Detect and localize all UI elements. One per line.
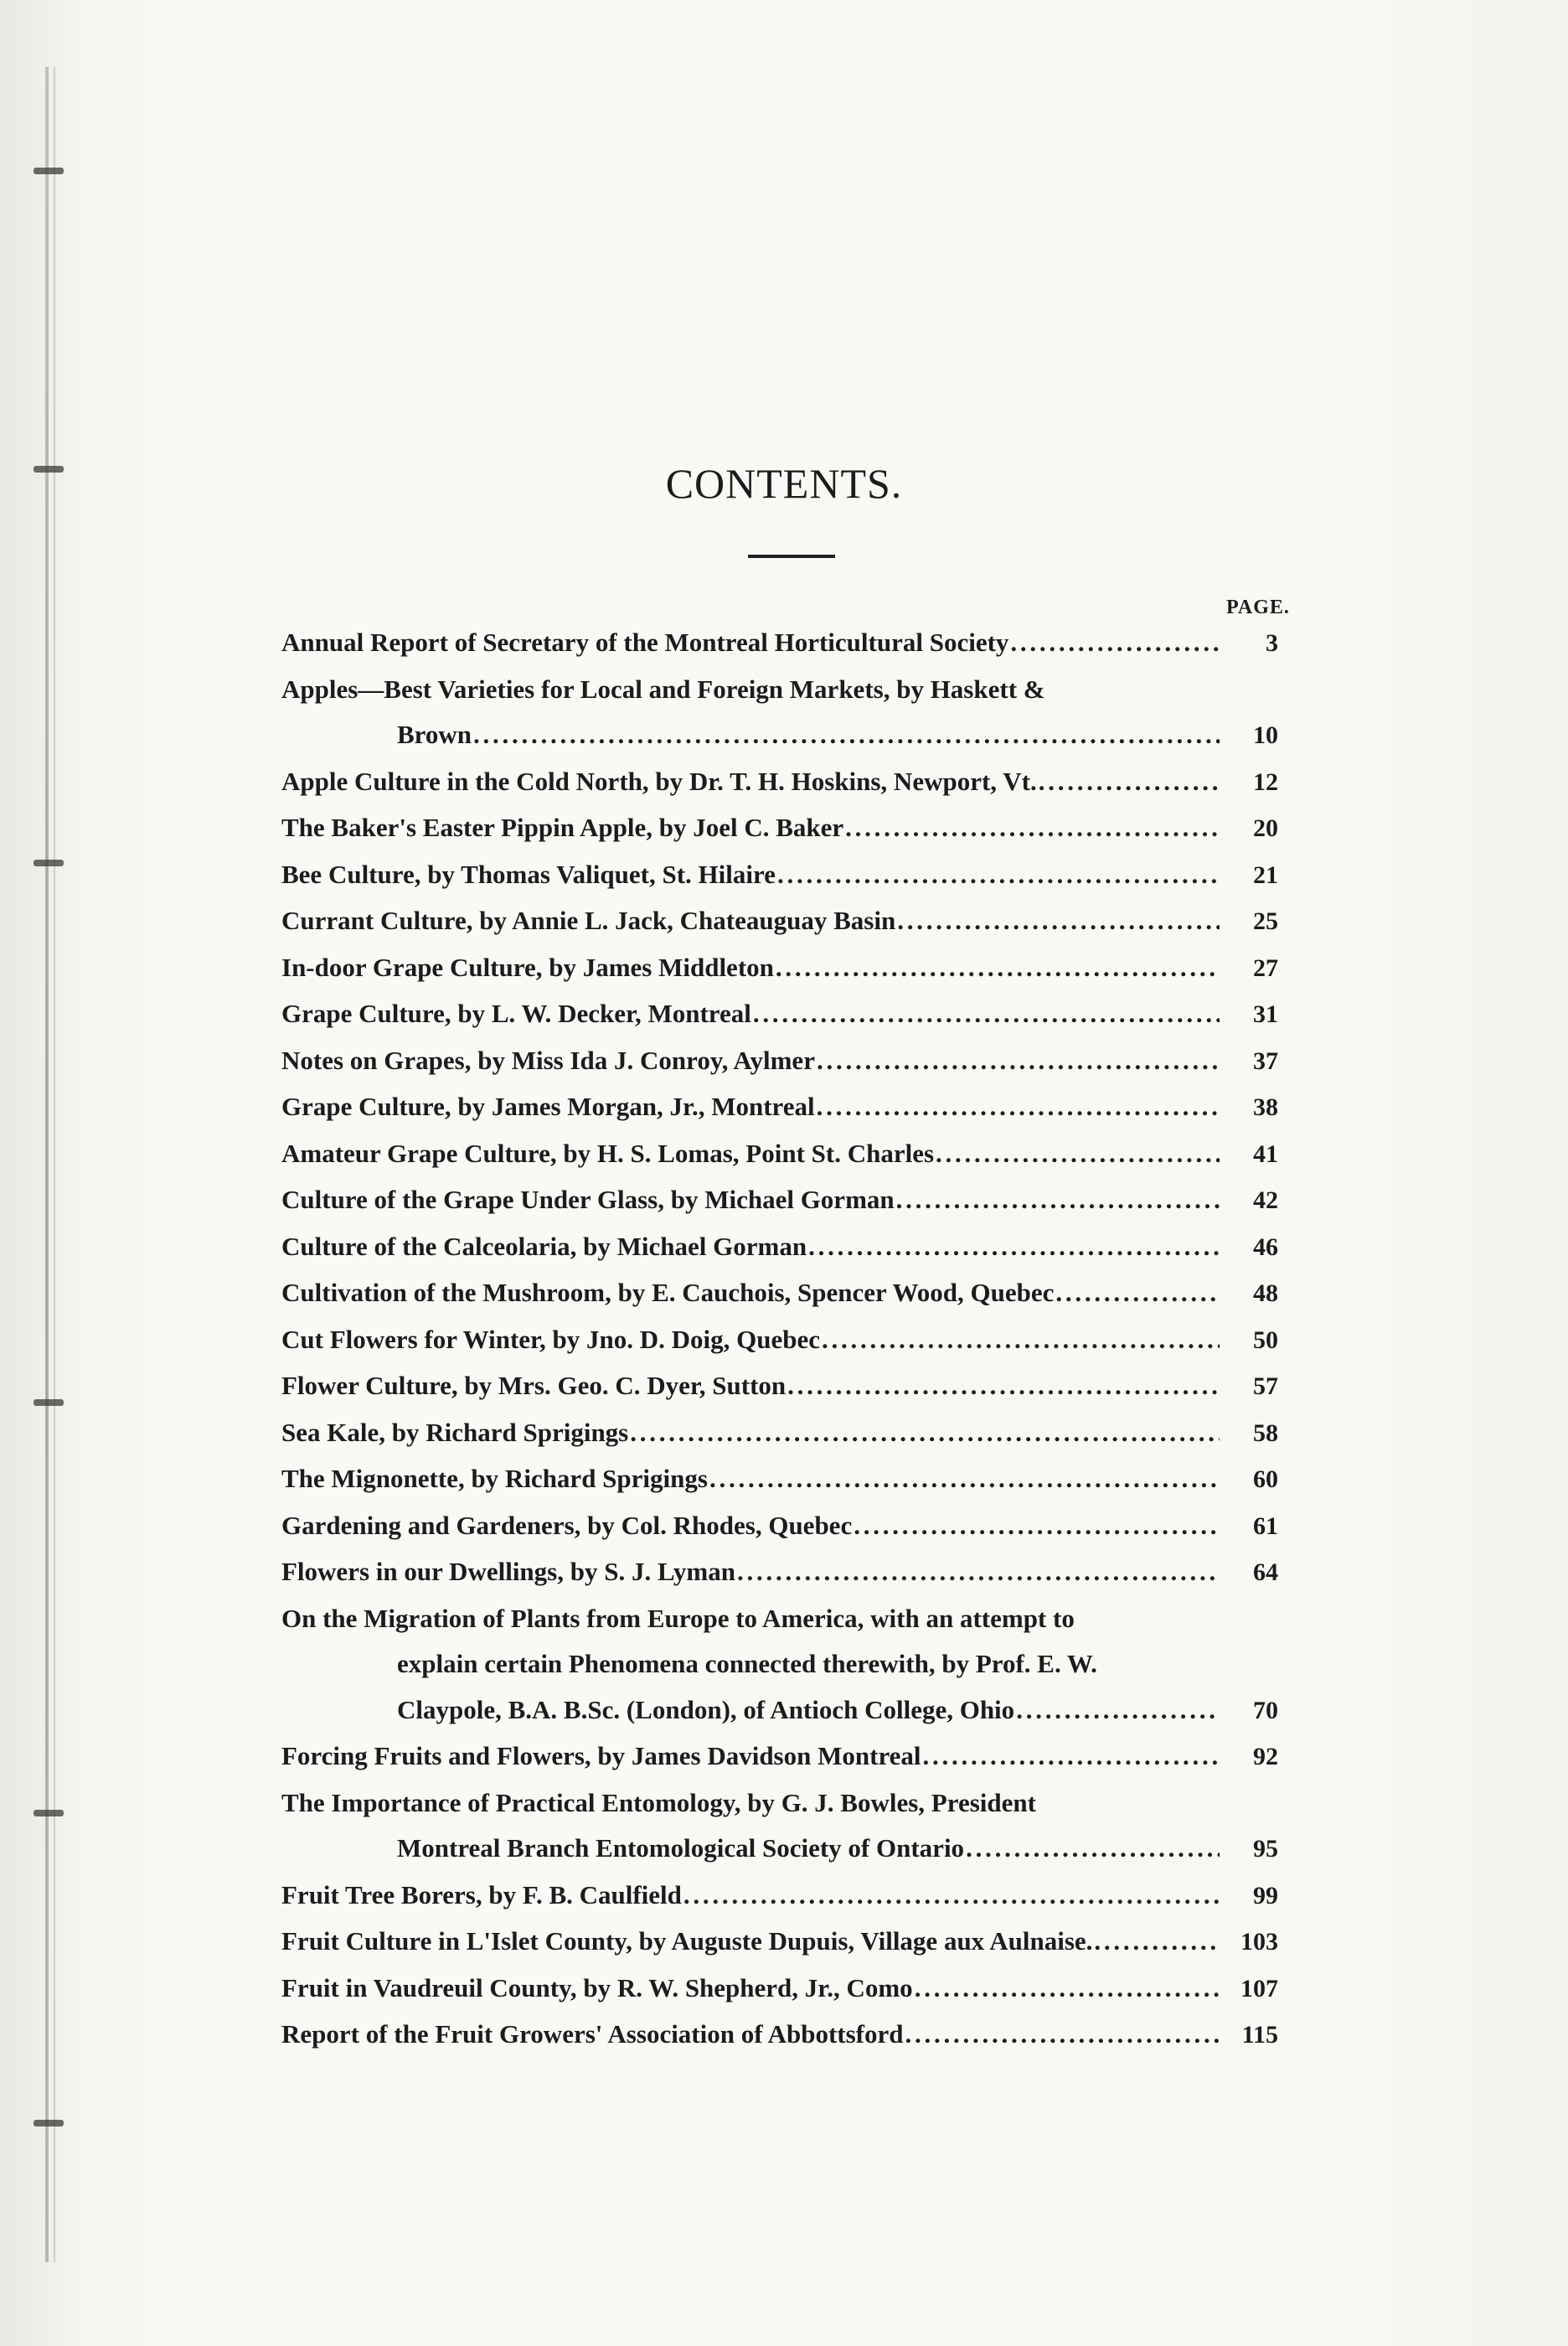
leader-dots: [1054, 1270, 1220, 1316]
toc-entry: [281, 1873, 1278, 1920]
toc-entry-text: [281, 1177, 1220, 1223]
toc-entry: [281, 1549, 1278, 1596]
binding-spine-line: [45, 67, 49, 2262]
toc-entry-title: Gardening and Gardeners, by Col. Rhodes, Quebec: [281, 1510, 853, 1540]
toc-entry-title: Flowers in our Dwellings, by S. J. Lyman: [281, 1557, 736, 1586]
toc-entry-line: Claypole, B.A. B.Sc. (London), of Antioch College, Ohio: [397, 1694, 1015, 1724]
toc-entry: [281, 2012, 1278, 2059]
toc-page-number: 103: [1240, 1928, 1278, 1956]
toc-page-number: 64: [1253, 1558, 1278, 1586]
toc-entry: [281, 1780, 1278, 1873]
page-column-label: PAGE.: [1226, 597, 1290, 618]
toc-entry-title: Fruit in Vaudreuil County, by R. W. Shepherd, Jr., Como: [281, 1972, 913, 2002]
leader-dots: [815, 1038, 1220, 1084]
toc-entry-text: [397, 1826, 1220, 1872]
toc-entry-text: [281, 1873, 1220, 1919]
toc-entry: [281, 991, 1278, 1038]
leader-dots: [1092, 1919, 1220, 1965]
leader-dots: [913, 1966, 1220, 2012]
toc-page-number: 61: [1253, 1511, 1278, 1540]
toc-entry-text: [281, 1270, 1220, 1316]
toc-entry: [281, 620, 1278, 667]
leader-dots: [807, 1224, 1220, 1270]
toc-entry-text: [281, 1131, 1220, 1177]
toc-page-number: 115: [1241, 2021, 1278, 2049]
toc-entry-text: [281, 805, 1220, 851]
toc-entry-text: [281, 1317, 1220, 1363]
leader-dots: [751, 991, 1220, 1037]
leader-dots: [895, 898, 1220, 944]
toc-entry-title: Forcing Fruits and Flowers, by James Davidson Montreal: [281, 1741, 921, 1770]
leader-dots: [964, 1826, 1220, 1872]
toc-entry-title: Report of the Fruit Growers' Association of Abbottsford: [281, 2019, 904, 2049]
binding-stitch: [34, 2120, 64, 2126]
toc-entry: [281, 1456, 1278, 1503]
toc-page-number: 25: [1253, 907, 1278, 935]
toc-page-number: 10: [1253, 721, 1278, 749]
page-title: CONTENTS.: [665, 460, 903, 507]
toc-entry-title: The Baker's Easter Pippin Apple, by Joel C. Baker: [281, 813, 844, 842]
leader-dots: [934, 1131, 1220, 1177]
toc-page-number: 20: [1253, 814, 1278, 842]
toc-entry: [281, 805, 1278, 852]
toc-entry: [281, 1038, 1278, 1085]
leader-dots: [820, 1317, 1220, 1363]
toc-entry: [281, 1177, 1278, 1224]
table-of-contents: [281, 620, 1278, 2059]
toc-entry: [281, 1919, 1278, 1966]
toc-entry-text: [281, 1084, 1220, 1130]
toc-entry-title: Apple Culture in the Cold North, by Dr. T. H. Hoskins, Newport, Vt.: [281, 766, 1037, 796]
toc-page-number: 58: [1253, 1418, 1278, 1447]
toc-entry-text: [281, 852, 1220, 898]
toc-entry-title: Sea Kale, by Richard Sprigings: [281, 1417, 629, 1447]
toc-entry-title: Currant Culture, by Annie L. Jack, Chateauguay Basin: [281, 906, 896, 935]
leader-dots: [1008, 620, 1220, 666]
toc-entry: [281, 1270, 1278, 1317]
toc-page-number: 27: [1253, 953, 1278, 982]
toc-entry-text: [281, 1410, 1220, 1456]
toc-entry: [281, 1734, 1278, 1780]
binding-stitch: [34, 1810, 64, 1816]
toc-entry-title: Grape Culture, by James Morgan, Jr., Montreal: [281, 1092, 815, 1121]
toc-page-number: 46: [1253, 1232, 1278, 1261]
toc-page-number: 70: [1253, 1696, 1278, 1724]
leader-dots: [904, 2012, 1220, 2058]
toc-entry-text: [281, 991, 1220, 1037]
binding-stitch: [34, 1399, 64, 1406]
leader-dots: [776, 852, 1220, 898]
toc-entry-text: [397, 1687, 1220, 1734]
toc-entry-last-line: [281, 712, 1278, 759]
toc-entry: [281, 759, 1278, 806]
toc-page-number: 50: [1253, 1325, 1278, 1354]
toc-entry-text: [281, 1456, 1220, 1502]
toc-page-number: 41: [1253, 1139, 1278, 1168]
toc-entry: [281, 1363, 1278, 1410]
leader-dots: [708, 1456, 1220, 1502]
toc-entry: [281, 1966, 1278, 2013]
toc-page-number: 31: [1253, 1000, 1278, 1028]
leader-dots: [1014, 1687, 1220, 1734]
leader-dots: [735, 1549, 1220, 1595]
toc-entry-text: [281, 2012, 1220, 2058]
toc-entry: [281, 1317, 1278, 1364]
leader-dots: [852, 1503, 1220, 1549]
toc-entry-text: [281, 898, 1220, 944]
toc-entry-title: Cut Flowers for Winter, by Jno. D. Doig, Quebec: [281, 1324, 820, 1354]
toc-entry-title: Cultivation of the Mushroom, by E. Cauchois, Spencer Wood, Quebec: [281, 1278, 1055, 1307]
toc-page-number: 3: [1266, 629, 1278, 657]
toc-page-number: 95: [1253, 1835, 1278, 1863]
leader-dots: [472, 712, 1220, 758]
toc-page-number: 12: [1253, 767, 1278, 796]
leader-dots: [786, 1363, 1220, 1409]
toc-page-number: 21: [1253, 860, 1278, 889]
toc-page-number: 60: [1253, 1465, 1278, 1493]
toc-entry-title: Bee Culture, by Thomas Valiquet, St. Hilaire: [281, 859, 776, 889]
book-binding-edge: [34, 67, 64, 2262]
toc-entry-title: Fruit Culture in L'Islet County, by Auguste Dupuis, Village aux Aulnaise.: [281, 1926, 1093, 1956]
toc-entry-line: The Importance of Practical Entomology, by G. J. Bowles, President: [281, 1787, 1036, 1817]
toc-entry-line: Brown: [397, 720, 472, 749]
toc-page-number: 57: [1253, 1372, 1278, 1400]
leader-dots: [1037, 759, 1220, 805]
toc-page-number: 42: [1253, 1186, 1278, 1214]
title-rule: [748, 555, 835, 558]
toc-entry-last-line: [281, 1826, 1278, 1873]
toc-entry-title: The Mignonette, by Richard Sprigings: [281, 1464, 708, 1493]
toc-page-number: 38: [1253, 1093, 1278, 1121]
leader-dots: [815, 1084, 1220, 1130]
toc-entry-line: explain certain Phenomena connected therewith, by Prof. E. W.: [397, 1649, 1097, 1678]
toc-entry: [281, 898, 1278, 945]
toc-entry-title: Culture of the Calceolaria, by Michael Gorman: [281, 1231, 807, 1261]
leader-dots: [921, 1734, 1220, 1780]
binding-spine-line-secondary: [54, 67, 55, 2262]
toc-entry-text: [281, 1734, 1220, 1780]
leader-dots: [895, 1177, 1220, 1223]
toc-entry: [281, 667, 1278, 759]
toc-page-number: 99: [1253, 1881, 1278, 1909]
toc-entry-title: Amateur Grape Culture, by H. S. Lomas, Point St. Charles: [281, 1138, 935, 1168]
toc-entry-text: [281, 1038, 1220, 1084]
leader-dots: [628, 1410, 1220, 1456]
toc-entry: [281, 945, 1278, 992]
binding-stitch: [34, 168, 64, 174]
toc-entry-text: [281, 1503, 1220, 1549]
toc-entry: [281, 1410, 1278, 1457]
toc-entry: [281, 1596, 1278, 1734]
binding-stitch: [34, 860, 64, 866]
toc-entry-title: Culture of the Grape Under Glass, by Michael Gorman: [281, 1185, 895, 1214]
toc-entry: [281, 1503, 1278, 1550]
toc-page-number: 48: [1253, 1279, 1278, 1307]
toc-entry: [281, 1084, 1278, 1131]
leader-dots: [774, 945, 1220, 991]
toc-entry-title: Grape Culture, by L. W. Decker, Montreal: [281, 999, 751, 1028]
toc-entry-text: [281, 620, 1220, 666]
toc-entry: [281, 1131, 1278, 1178]
toc-entry-line: Montreal Branch Entomological Society of Ontario: [397, 1833, 965, 1863]
toc-page-number: 37: [1253, 1046, 1278, 1075]
toc-entry-title: In-door Grape Culture, by James Middleton: [281, 952, 774, 982]
toc-entry-title: Annual Report of Secretary of the Montreal Horticultural Society: [281, 628, 1009, 657]
toc-page-number: 107: [1240, 1974, 1278, 2002]
toc-entry-text: [281, 945, 1220, 991]
toc-entry-text: [281, 1363, 1220, 1409]
toc-entry-title: Flower Culture, by Mrs. Geo. C. Dyer, Sutton: [281, 1371, 787, 1400]
toc-entry-title: Fruit Tree Borers, by F. B. Caulfield: [281, 1879, 682, 1909]
toc-entry-title: Notes on Grapes, by Miss Ida J. Conroy, Aylmer: [281, 1045, 815, 1075]
toc-entry-line: Apples—Best Varieties for Local and Foreign Markets, by Haskett &: [281, 674, 1045, 704]
toc-entry-text: [281, 1549, 1220, 1595]
leader-dots: [843, 805, 1220, 851]
toc-page-number: 92: [1253, 1743, 1278, 1770]
toc-entry-text: [397, 712, 1220, 758]
toc-entry-text: [281, 759, 1220, 805]
leader-dots: [682, 1873, 1220, 1919]
toc-entry: [281, 1224, 1278, 1271]
toc-entry-text: [281, 1224, 1220, 1270]
toc-entry-line: On the Migration of Plants from Europe to America, with an attempt to: [281, 1603, 1075, 1633]
toc-entry-text: [281, 1919, 1220, 1965]
toc-entry: [281, 852, 1278, 899]
toc-entry-text: [281, 1966, 1220, 2012]
toc-entry-last-line: [281, 1687, 1278, 1734]
